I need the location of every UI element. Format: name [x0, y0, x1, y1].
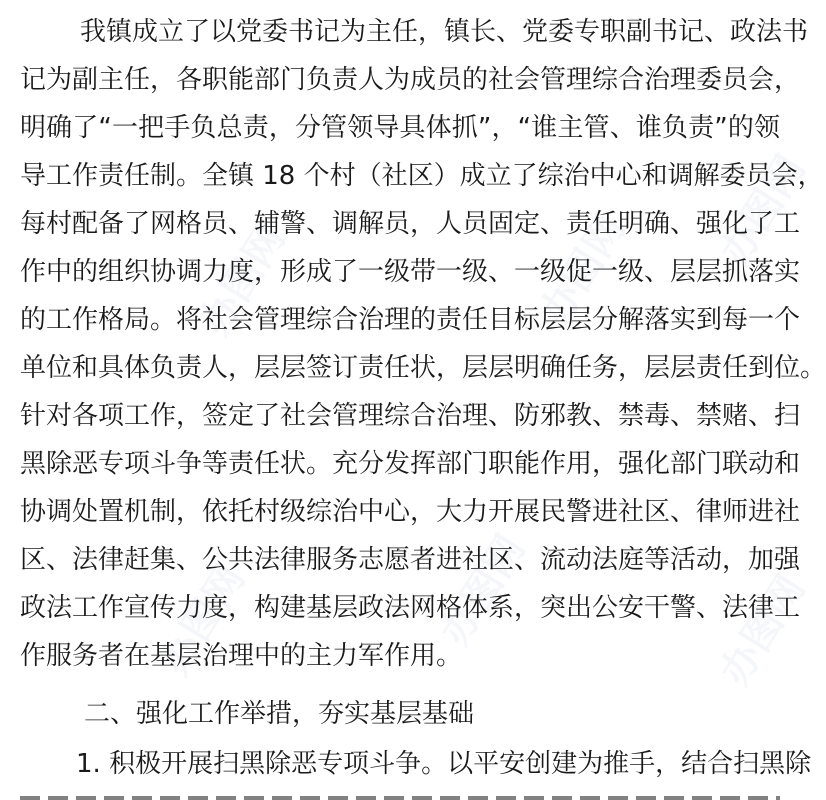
watermark: 办图网 — [191, 217, 295, 344]
paragraph-line: 政法工作宣传力度，构建基层政法网格体系，突出公安干警、法律工 — [20, 593, 801, 623]
paragraph-line: 每村配备了网格员、辅警、调解员，人员固定、责任明确、强化了工 — [20, 209, 801, 239]
paragraph-line: 记为副主任，各职能部门负责人为成员的社会管理综合治理委员会， — [20, 65, 801, 95]
watermark: 办图网 — [711, 567, 815, 694]
watermark: 办图网 — [431, 527, 535, 654]
paragraph-line: 单位和具体负责人，层层签订责任状，层层明确任务，层层责任到位。 — [20, 353, 826, 383]
list-item: 1. 积极开展扫黑除恶专项斗争。以平安创建为推手，结合扫黑除 — [76, 749, 812, 779]
paragraph-line: 作中的组织协调力度，形成了一级带一级、一级促一级、层层抓落实 — [20, 257, 801, 287]
paragraph-line: 区、法律赶集、公共法律服务志愿者进社区、流动法庭等活动，加强 — [20, 545, 801, 575]
paragraph-line: 的工作格局。将社会管理综合治理的责任目标层层分解落实到每一个 — [20, 305, 801, 335]
paragraph-line: 针对各项工作，签定了社会管理综合治理、防邪教、禁毒、禁赌、扫 — [20, 401, 801, 431]
paragraph-line: 黑除恶专项斗争等责任状。充分发挥部门职能作用，强化部门联动和 — [20, 449, 801, 479]
watermark: 办图网 — [151, 557, 255, 684]
clipped-text-line — [20, 790, 780, 800]
section-heading: 二、强化工作举措，夯实基层基础 — [84, 699, 475, 729]
paragraph-line: 导工作责任制。全镇 18 个村（社区）成立了综治中心和调解委员会， — [20, 161, 824, 191]
paragraph-line: 作服务者在基层治理中的主力军作用。 — [20, 641, 463, 671]
watermark: 办图网 — [711, 147, 815, 274]
watermark: 办图网 — [531, 207, 635, 334]
paragraph-line: 我镇成立了以党委书记为主任，镇长、党委专职副书记、政法书 — [80, 17, 809, 47]
paragraph-line: 协调处置机制，依托村级综治中心，大力开展民警进社区、律师进社 — [20, 497, 801, 527]
paragraph-line: 明确了“一把手负总责，分管领导具体抓”，“谁主管、谁负责”的领 — [20, 113, 780, 143]
